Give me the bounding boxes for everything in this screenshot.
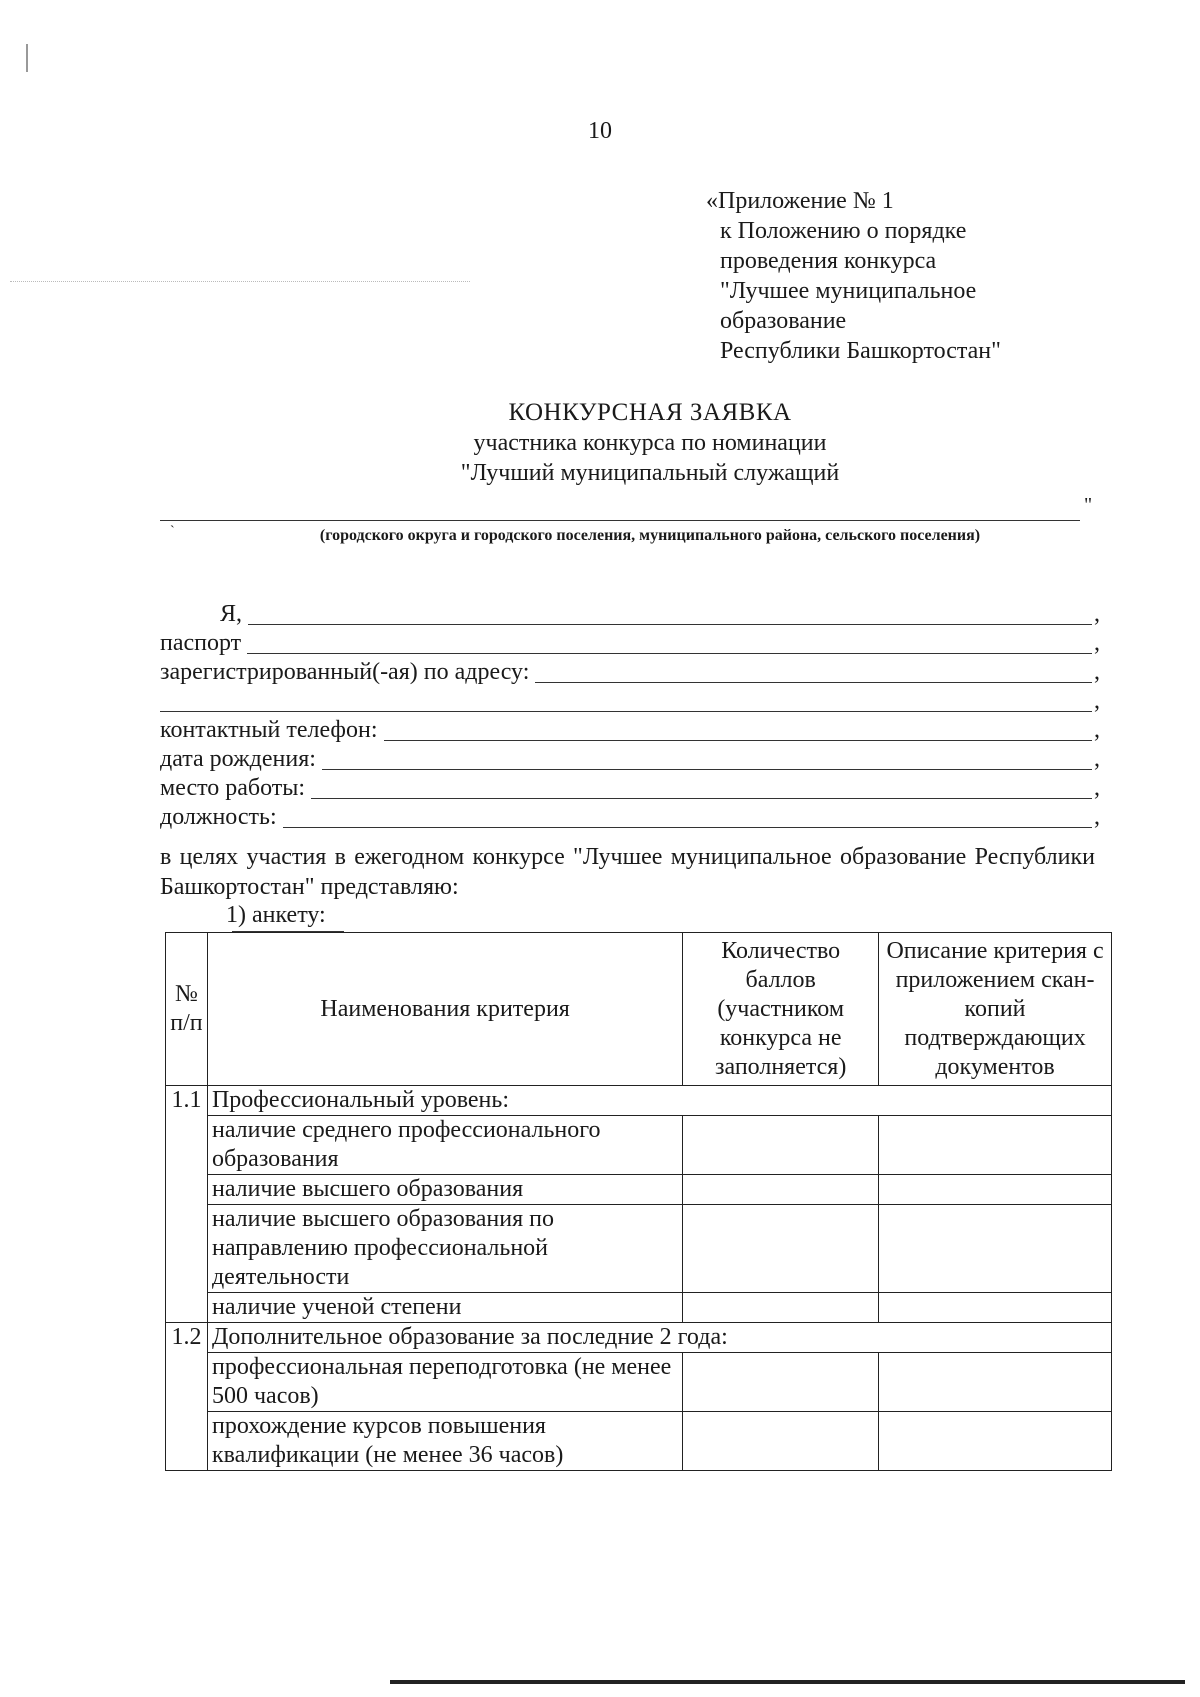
comma: ,	[1094, 601, 1100, 627]
comma: ,	[1094, 775, 1100, 801]
table-row	[166, 1293, 1112, 1323]
phone-field-row	[160, 714, 1100, 744]
description-cell[interactable]	[879, 1116, 1112, 1175]
description-cell[interactable]	[879, 1205, 1112, 1293]
criterion-name: наличие среднего профессионального образования	[207, 1116, 682, 1175]
position-input-line[interactable]	[283, 805, 1092, 828]
list-item-questionnaire: 1) анкету:	[226, 902, 326, 928]
workplace-label: место работы:	[160, 775, 306, 801]
section-row	[166, 1086, 1112, 1116]
address-continuation-row	[160, 685, 1100, 715]
description-cell[interactable]	[879, 1353, 1112, 1412]
criterion-name: наличие высшего образования	[207, 1175, 682, 1205]
table-header-row	[166, 933, 1112, 1086]
section-title: Профессиональный уровень:	[207, 1086, 1111, 1116]
position-field-row	[160, 801, 1100, 831]
birth-date-label: дата рождения:	[160, 746, 316, 772]
appendix-line: образование	[720, 308, 847, 334]
score-cell[interactable]	[683, 1205, 879, 1293]
appendix-line: "Лучшее муниципальное	[720, 278, 977, 304]
table-row	[166, 1175, 1112, 1205]
section-number: 1.2	[166, 1323, 208, 1471]
municipality-caption: (городского округа и городского поселения, муниципального района, сельского поселения)	[319, 527, 981, 544]
criterion-name: прохождение курсов повышения квалификации (не менее 36 часов)	[207, 1412, 682, 1471]
heading-line-3: "Лучший муниципальный служащий	[460, 460, 840, 486]
page-number: 10	[588, 118, 612, 144]
workplace-field-row	[160, 772, 1100, 802]
address-continuation-line[interactable]	[160, 689, 1092, 712]
description-cell[interactable]	[879, 1412, 1112, 1471]
table-row	[166, 1116, 1112, 1175]
participation-paragraph: в целях участия в ежегодном конкурсе "Лучшее муниципальное образование Республики Башкортостан" представляю:	[160, 844, 1095, 900]
scan-tick: `	[170, 524, 175, 539]
municipality-name-line[interactable]	[160, 520, 1080, 521]
name-label: Я,	[220, 601, 243, 627]
position-label: должность:	[160, 804, 277, 830]
comma: ,	[1094, 688, 1100, 714]
address-input-line[interactable]	[535, 660, 1092, 683]
scan-edge-mark	[26, 44, 28, 72]
score-cell[interactable]	[683, 1116, 879, 1175]
appendix-line: «Приложение № 1	[706, 188, 894, 214]
comma: ,	[1094, 804, 1100, 830]
birth-date-field-row	[160, 743, 1100, 773]
section-number: 1.1	[166, 1086, 208, 1323]
score-cell[interactable]	[683, 1293, 879, 1323]
appendix-line: проведения конкурса	[720, 248, 937, 274]
phone-input-line[interactable]	[384, 718, 1093, 741]
score-cell[interactable]	[683, 1353, 879, 1412]
name-field-row	[160, 598, 1100, 628]
workplace-input-line[interactable]	[311, 776, 1092, 799]
table-row	[166, 1353, 1112, 1412]
description-cell[interactable]	[879, 1175, 1112, 1205]
score-cell[interactable]	[683, 1175, 879, 1205]
table-row	[166, 1205, 1112, 1293]
address-field-row	[160, 656, 1100, 686]
appendix-line: к Положению о порядке	[720, 218, 967, 244]
closing-quote: "	[1084, 494, 1093, 516]
criterion-name: профессиональная переподготовка (не менее 500 часов)	[207, 1353, 682, 1412]
header-num: № п/п	[166, 933, 208, 1086]
phone-label: контактный телефон:	[160, 717, 378, 743]
passport-input-line[interactable]	[247, 631, 1092, 654]
comma: ,	[1094, 659, 1100, 685]
section-row	[166, 1323, 1112, 1353]
passport-field-row	[160, 627, 1100, 657]
criterion-name: наличие высшего образования по направлению профессиональной деятельности	[207, 1205, 682, 1293]
comma: ,	[1094, 630, 1100, 656]
comma: ,	[1094, 746, 1100, 772]
heading-line-2: участника конкурса по номинации	[473, 430, 827, 456]
score-cell[interactable]	[683, 1412, 879, 1471]
scan-bottom-line	[390, 1680, 1185, 1684]
birth-date-input-line[interactable]	[322, 747, 1092, 770]
section-title: Дополнительное образование за последние 2 года:	[207, 1323, 1111, 1353]
appendix-line: Республики Башкортостан"	[720, 338, 1001, 364]
appendix-reference	[706, 186, 1001, 366]
criteria-table	[165, 932, 1112, 1471]
document-title: КОНКУРСНАЯ ЗАЯВКА	[508, 399, 792, 426]
address-label: зарегистрированный(-ая) по адресу:	[160, 659, 530, 685]
table-row	[166, 1412, 1112, 1471]
description-cell[interactable]	[879, 1293, 1112, 1323]
comma: ,	[1094, 717, 1100, 743]
document-heading	[150, 398, 1150, 488]
passport-label: паспорт	[160, 630, 242, 656]
header-score: Количество баллов (участником конкурса не заполняется)	[683, 933, 879, 1086]
header-description: Описание критерия с приложением скан-копий подтверждающих документов	[879, 933, 1112, 1086]
criterion-name: наличие ученой степени	[207, 1293, 682, 1323]
name-input-line[interactable]	[248, 602, 1092, 625]
header-criterion-name: Наименования критерия	[207, 933, 682, 1086]
scan-dotted-artifact	[10, 281, 470, 282]
